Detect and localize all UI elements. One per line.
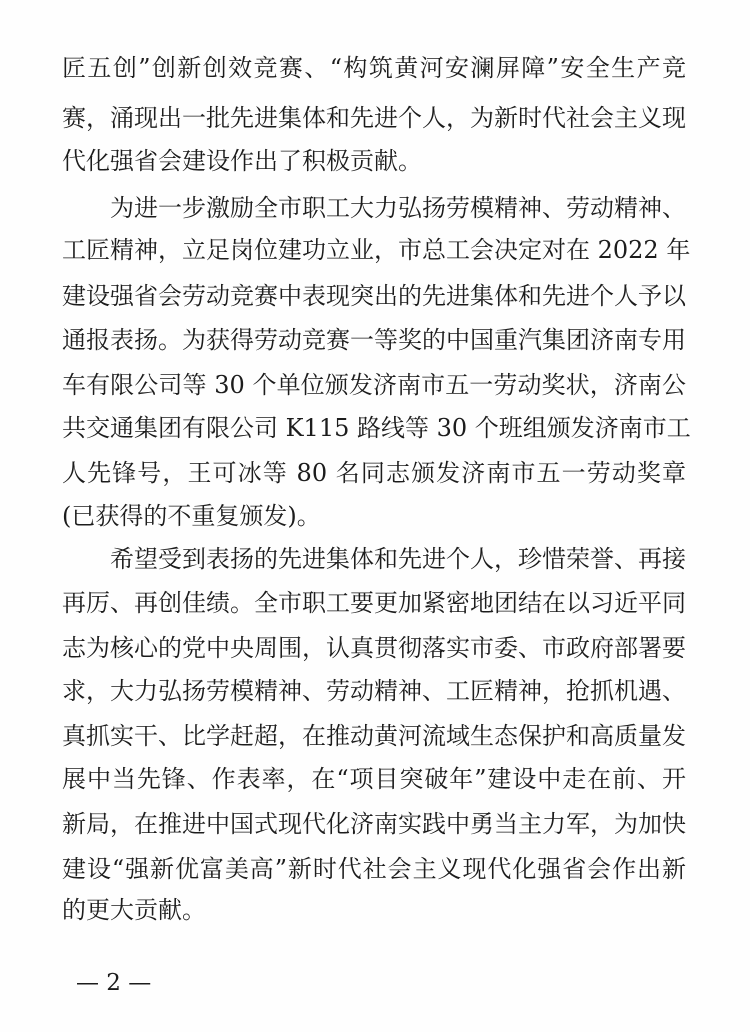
- paragraph-3-line-9: 的更大贡献。: [62, 896, 206, 924]
- paragraph-2-line-7: 人先锋号，王可冰等 80 名同志颁发济南市五一劳动奖章: [62, 459, 686, 487]
- paragraph-3-line-7: 新局，在推进中国式现代化济南实践中勇当主力军，为加快: [62, 810, 686, 838]
- paragraph-2-line-6: 共交通集团有限公司 K115 路线等 30 个班组颁发济南市工: [62, 414, 691, 442]
- paragraph-3-line-3: 志为核心的党中央周围，认真贯彻落实市委、市政府部署要: [62, 634, 686, 662]
- page-number: — 2 —: [76, 970, 152, 996]
- paragraph-2-line-5: 车有限公司等 30 个单位颁发济南市五一劳动奖状，济南公: [62, 371, 686, 399]
- paragraph-2-line-4: 通报表扬。为获得劳动竞赛一等奖的中国重汽集团济南专用: [62, 326, 686, 354]
- paragraph-2-line-2: 工匠精神，立足岗位建功立业，市总工会决定对在 2022 年: [62, 236, 691, 264]
- paragraph-3-line-1: 希望受到表扬的先进集体和先进个人，珍惜荣誉、再接: [110, 545, 686, 573]
- paragraph-2-line-3: 建设强省会劳动竞赛中表现突出的先进集体和先进个人予以: [62, 282, 686, 310]
- paragraph-1-line-3: 代化强省会建设作出了积极贡献。: [62, 147, 422, 175]
- paragraph-2-line-8: (已获得的不重复颁发)。: [62, 502, 321, 530]
- paragraph-3-line-8: 建设“强新优富美高”新时代社会主义现代化强省会作出新: [62, 855, 686, 883]
- paragraph-3-line-2: 再厉、再创佳绩。全市职工要更加紧密地团结在以习近平同: [62, 589, 686, 617]
- paragraph-1-line-1: 匠五创”创新创效竞赛、“构筑黄河安澜屏障”安全生产竞: [62, 54, 686, 82]
- paragraph-3-line-6: 展中当先锋、作表率，在“项目突破年”建设中走在前、开: [62, 765, 686, 793]
- paragraph-2-line-1: 为进一步激励全市职工大力弘扬劳模精神、劳动精神、: [110, 194, 686, 222]
- paragraph-3-line-4: 求，大力弘扬劳模精神、劳动精神、工匠精神，抢抓机遇、: [62, 677, 686, 705]
- paragraph-3-line-5: 真抓实干、比学赶超，在推动黄河流域生态保护和高质量发: [62, 722, 686, 750]
- paragraph-1-line-2: 赛，涌现出一批先进集体和先进个人，为新时代社会主义现: [62, 104, 686, 132]
